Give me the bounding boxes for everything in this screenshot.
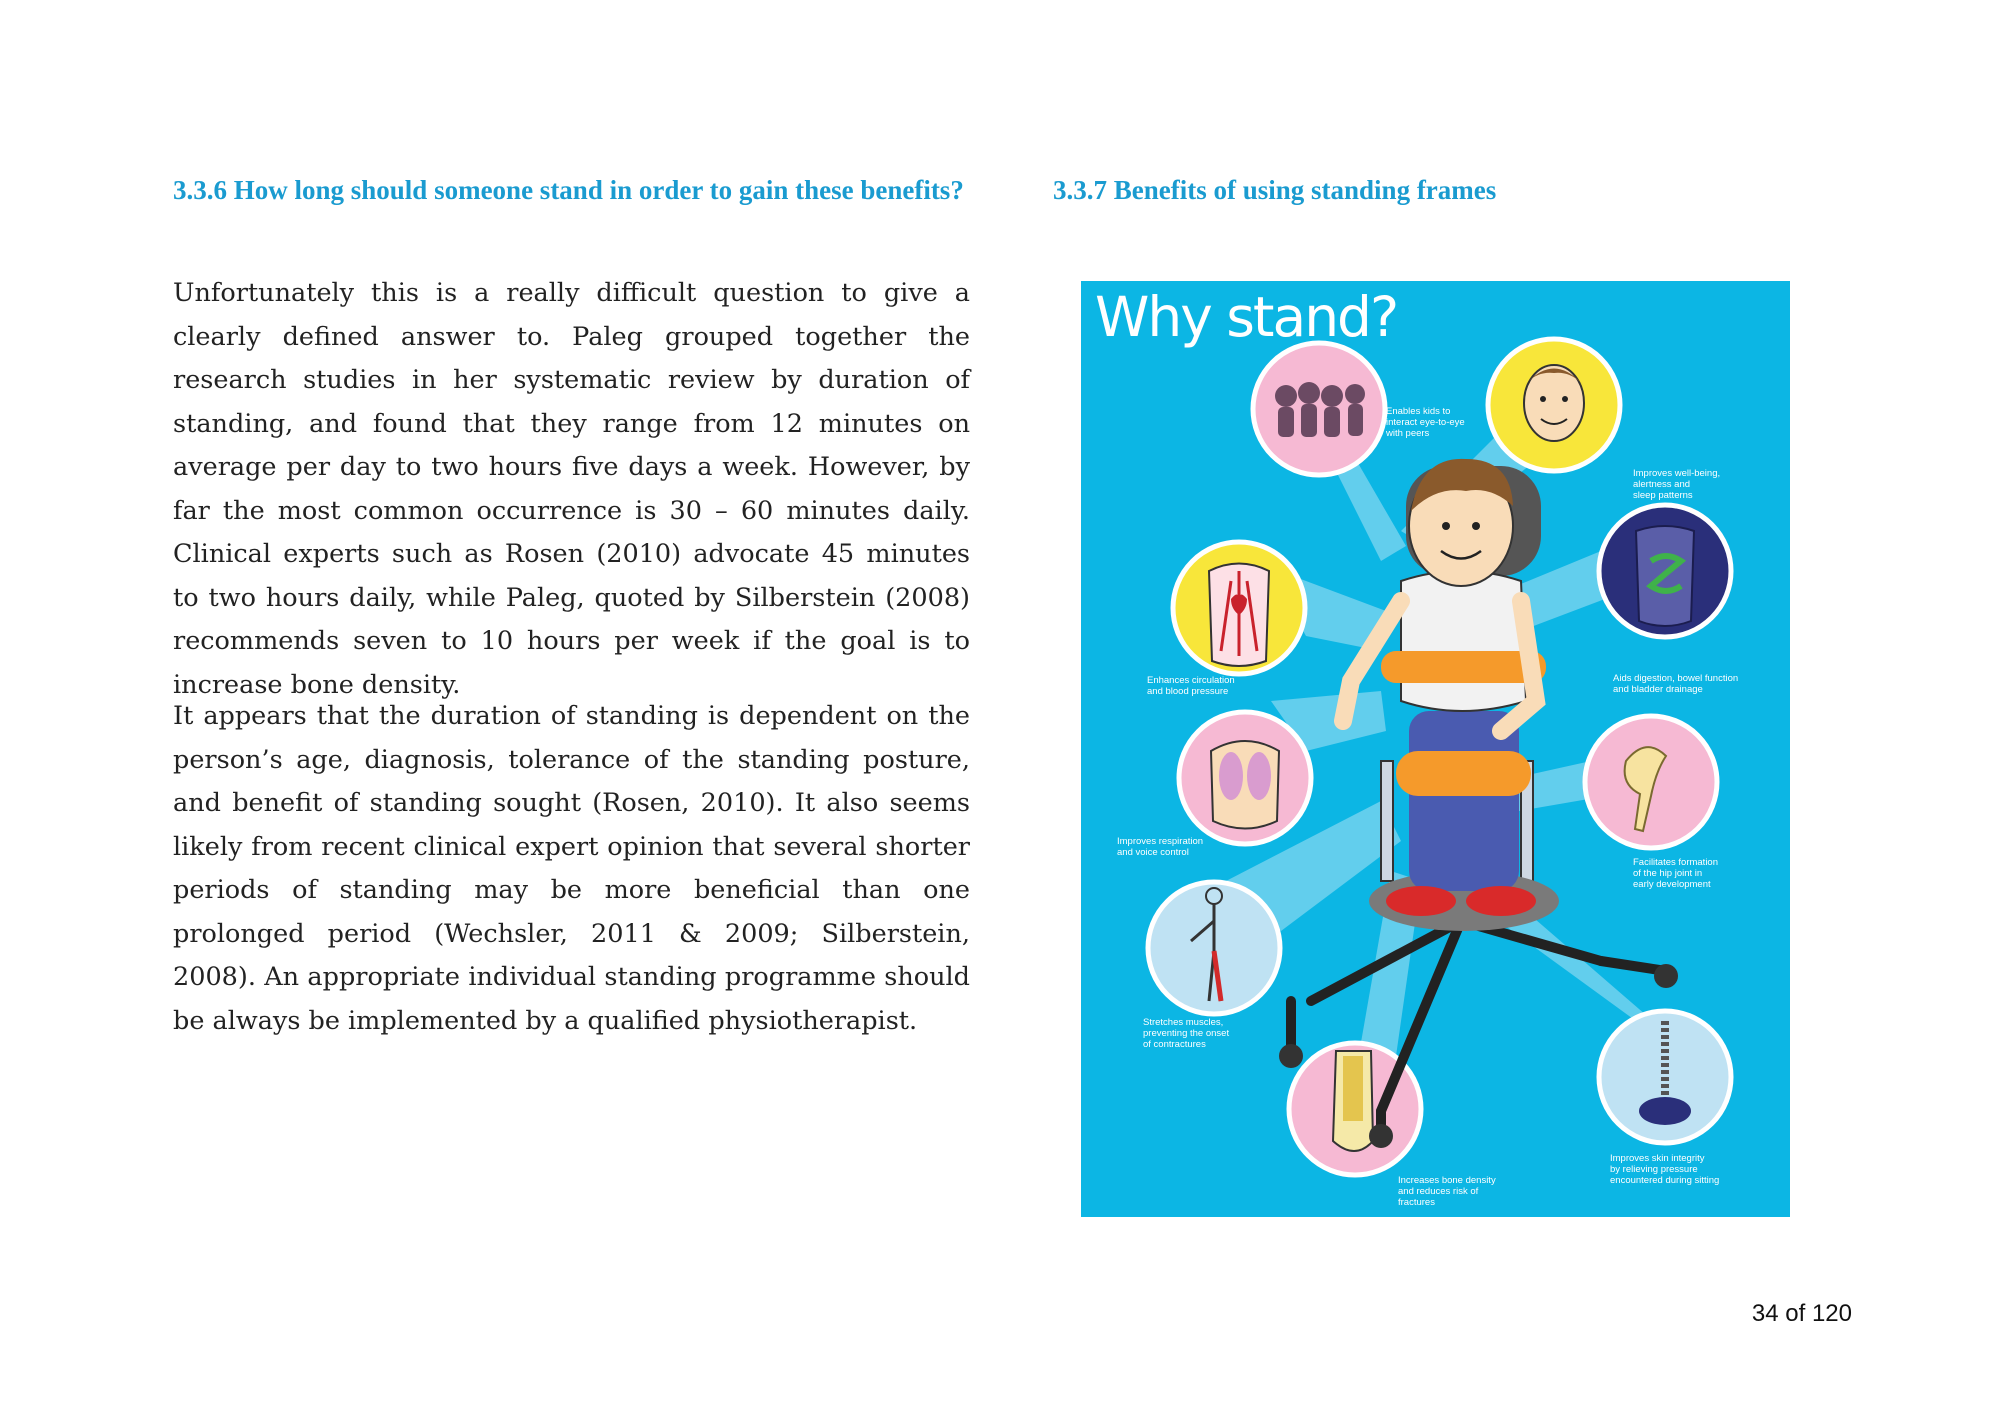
why-stand-illustration	[1081, 281, 1790, 1217]
caption-wellbeing: Improves well-being, alertness and sleep patterns	[1633, 468, 1721, 501]
caption-digestion: Aids digestion, bowel function and bladder drainage	[1613, 673, 1739, 695]
caption-bone: Increases bone density and reduces risk of fractures	[1398, 1175, 1496, 1208]
body-paragraph-2: It appears that the duration of standing is dependent on the person’s age, diagnosis, tolerance of the standing posture, and benefit of standing sought (Rosen, 2010). It also seems likely from recent clinical expert opinion that several shorter periods of standing may be more beneficial than one prolonged period (Wechsler, 2011 & 2009; Silberstein, 2008). An appropriate individual standing programme should be always be implemented by a qualified physiotherapist.	[173, 701, 970, 1036]
caption-circulation: Enhances circulation and blood pressure	[1147, 675, 1235, 697]
caption-muscles: Stretches muscles, preventing the onset of contractures	[1143, 1017, 1230, 1050]
page-number: 34 of 120	[1751, 1300, 1852, 1327]
section-heading-3-3-6: 3.3.6 How long should someone stand in order to gain these benefits?	[173, 175, 964, 205]
caption-peers: Enables kids to interact eye-to-eye with peers	[1386, 406, 1465, 439]
figure-title: Why stand?	[1095, 285, 1398, 349]
caption-respiration: Improves respiration and voice control	[1117, 836, 1204, 858]
caption-hip: Facilitates formation of the hip joint in early development	[1633, 857, 1719, 890]
body-paragraph-1: Unfortunately this is a really difficult question to give a clearly defined answer to. Paleg grouped together the research studies in her systematic review by duration of standing, and found that they range from 12 minutes on average per day to two hours five days a week. However, by far the most common occurrence is 30 – 60 minutes daily. Clinical experts such as Rosen (2010) advocate 45 minutes to two hours daily, while Paleg, quoted by Silberstein (2008) recommends seven to 10 hours per week if the goal is to increase bone density.	[173, 278, 970, 700]
caption-skin: Improves skin integrity by relieving pressure encountered during sitting	[1610, 1153, 1720, 1186]
section-heading-3-3-7: 3.3.7 Benefits of using standing frames	[1053, 175, 1497, 205]
